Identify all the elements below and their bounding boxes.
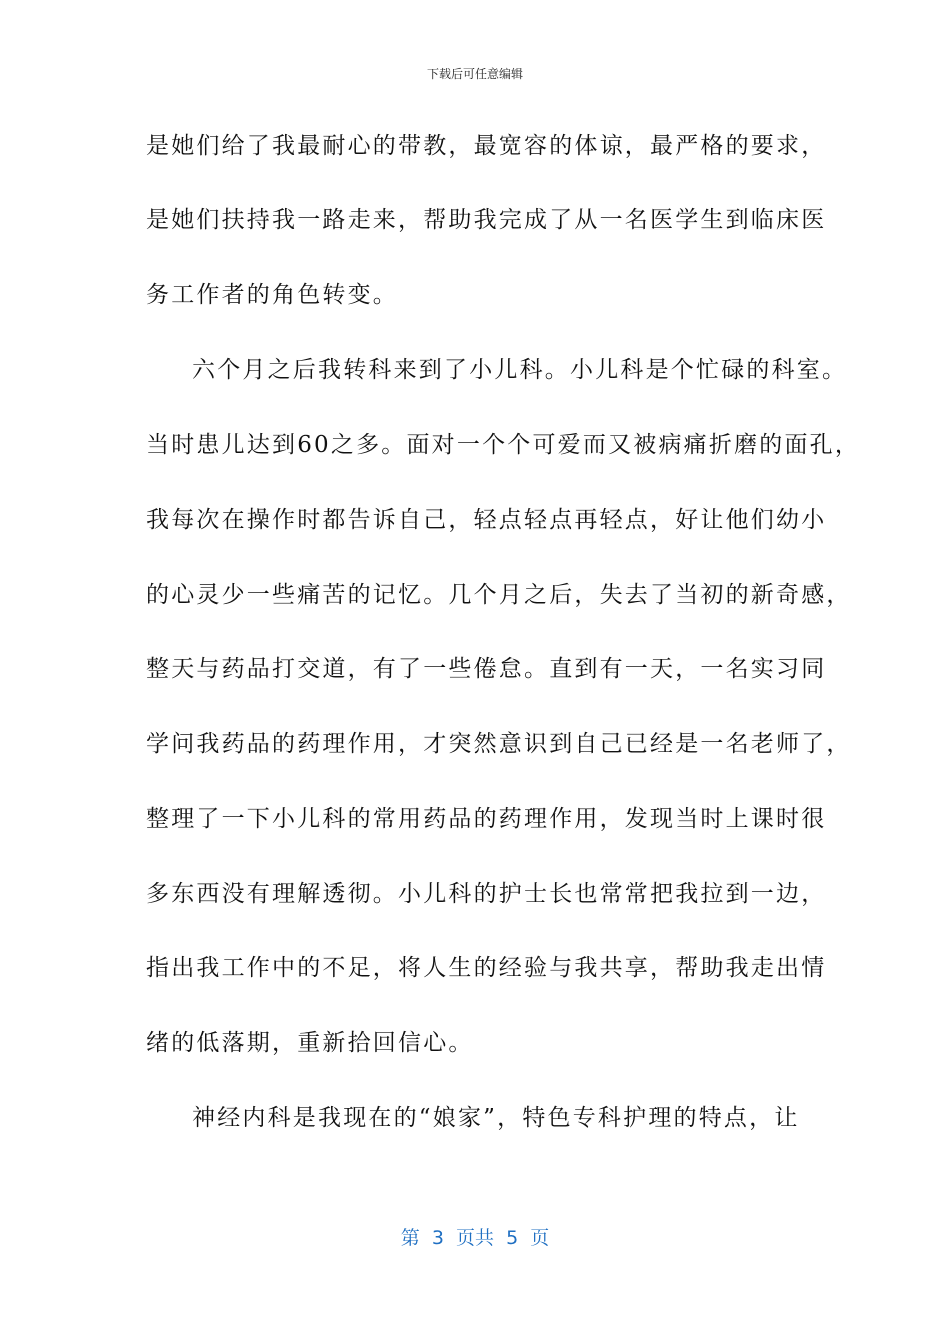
paragraph-start-line: 神经内科是我现在的“娘家”，特色专科护理的特点，让 [192,1105,800,1131]
text-line: 我每次在操作时都告诉自己，轻点轻点再轻点，好让他们幼小 [146,507,827,533]
text-line: 学问我药品的药理作用，才突然意识到自己已经是一名老师了， [146,731,852,757]
page-number-footer: 第 3 页共 5 页 [400,1227,550,1249]
text-line: 整理了一下小儿科的常用药品的药理作用，发现当时上课时很 [146,806,827,832]
page-header: 下载后可任意编辑 [426,67,523,81]
text-line: 绪的低落期，重新拾回信心。 [146,1030,474,1056]
text-line: 多东西没有理解透彻。小儿科的护士长也常常把我拉到一边， [146,881,827,907]
text-line: 是她们给了我最耐心的带教，最宽容的体谅，最严格的要求， [146,133,827,159]
text-line: 务工作者的角色转变。 [146,282,398,308]
text-line: 是她们扶持我一路走来，帮助我完成了从一名医学生到临床医 [146,207,827,233]
text-line: 整天与药品打交道，有了一些倦怠。直到有一天，一名实习同 [146,656,827,682]
text-line: 当时患儿达到60之多。面对一个个可爱而又被病痛折磨的面孔， [146,432,861,458]
text-line: 的心灵少一些痛苦的记忆。几个月之后，失去了当初的新奇感， [146,582,852,608]
paragraph-start-line: 六个月之后我转科来到了小儿科。小儿科是个忙碌的科室。 [192,357,848,383]
text-line: 指出我工作中的不足，将人生的经验与我共享，帮助我走出情 [146,955,827,981]
